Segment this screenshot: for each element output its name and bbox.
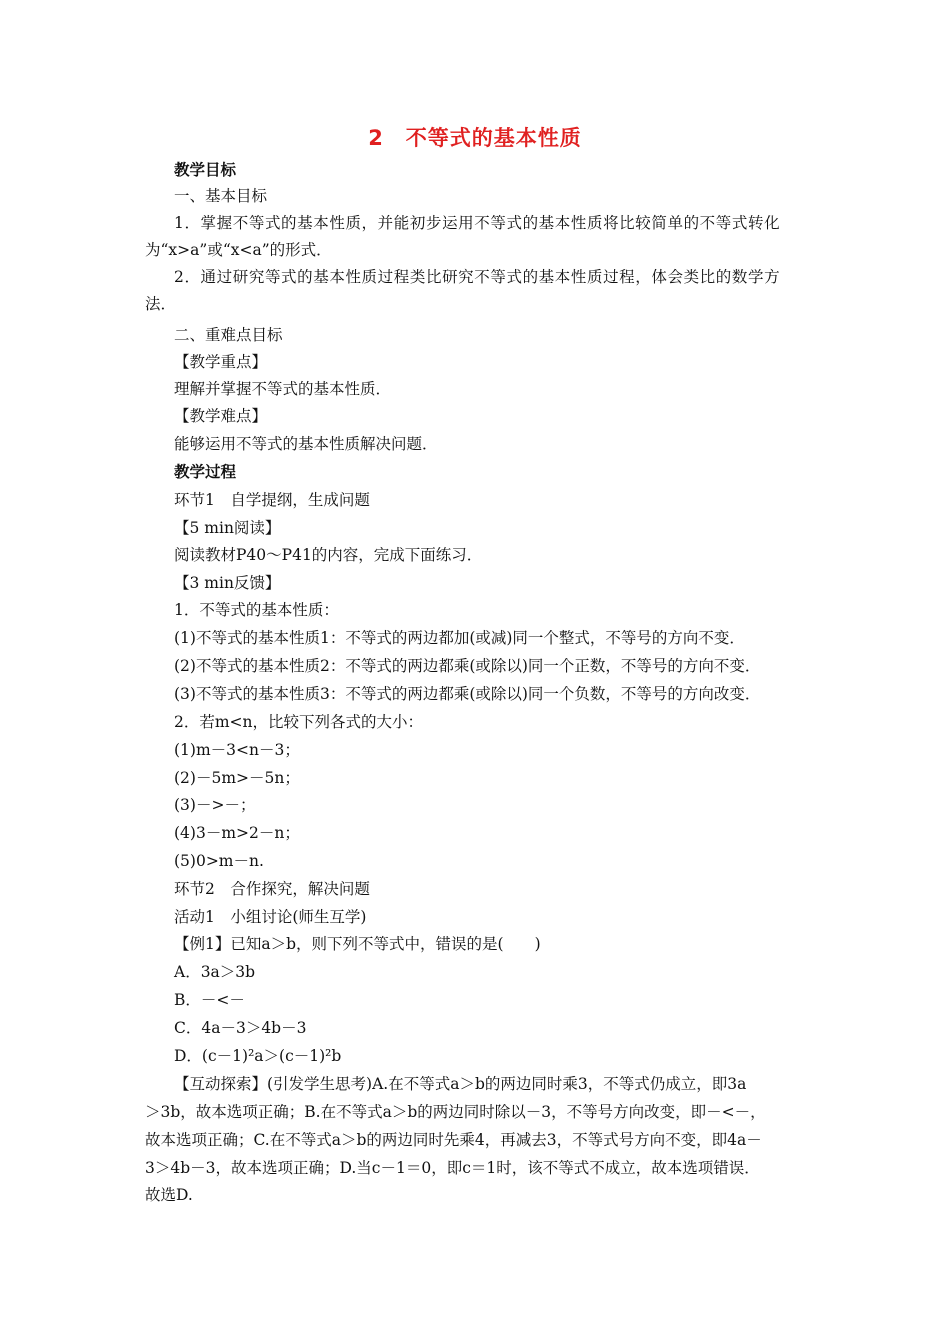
focus-tag: 【教学重点】	[174, 353, 268, 371]
difficulty-text: 能够运用不等式的基本性质解决问题．	[174, 435, 438, 453]
property-3: (3)不等式的基本性质3：不等式的两边都乘(或除以)同一个负数，不等号的方向改变．	[174, 685, 761, 703]
option-d: D．(c－1)²a＞(c－1)²b	[174, 1047, 342, 1065]
read-tag: 【5 min阅读】	[174, 519, 281, 537]
question-2-item-2: (2)－5m>－5n；	[174, 769, 300, 787]
basic-goal-heading: 一、基本目标	[174, 187, 268, 205]
goal-2-line-1: 2．通过研究等式的基本性质过程类比研究不等式的基本性质过程，体会类比的数学方	[174, 268, 781, 286]
goal-heading: 教学目标	[174, 161, 237, 179]
option-b: B．－<－	[174, 991, 245, 1009]
goal-2-line-2: 法．	[145, 295, 177, 313]
goal-1-line-1: 1．掌握不等式的基本性质，并能初步运用不等式的基本性质将比较简单的不等式转化	[174, 214, 781, 232]
explore-line-1: 【互动探索】(引发学生思考)A.在不等式a＞b的两边同时乘3，不等式仍成立，即3a	[174, 1075, 747, 1093]
question-2-item-1: (1)m－3<n－3；	[174, 741, 300, 759]
option-a: A．3a＞3b	[174, 963, 256, 981]
explore-line-2: ＞3b，故本选项正确；B.在不等式a＞b的两边同时除以－3，不等号方向改变，即－<－，	[145, 1103, 766, 1121]
activity-1-heading: 活动1 小组讨论(师生互学)	[174, 908, 367, 926]
step-1-heading: 环节1 自学提纲，生成问题	[174, 491, 370, 509]
question-2-item-4: (4)3－m>2－n；	[174, 824, 300, 842]
example-1: 【例1】已知a＞b，则下列不等式中，错误的是( )	[174, 935, 541, 953]
explore-line-4: 3＞4b－3，故本选项正确；D.当c－1＝0，即c＝1时，该不等式不成立，故本选项错误．	[145, 1159, 760, 1177]
option-c: C．4a－3＞4b－3	[174, 1019, 307, 1037]
goal-1-line-2: 为“x>a”或“x<a”的形式．	[145, 241, 332, 259]
process-heading: 教学过程	[174, 463, 237, 481]
read-text: 阅读教材P40～P41的内容，完成下面练习．	[174, 546, 483, 564]
step-2-heading: 环节2 合作探究，解决问题	[174, 880, 370, 898]
property-1: (1)不等式的基本性质1：不等式的两边都加(或减)同一个整式，不等号的方向不变．	[174, 629, 745, 647]
feedback-tag: 【3 min反馈】	[174, 574, 281, 592]
question-2: 2．若m<n，比较下列各式的大小：	[174, 713, 424, 731]
difficulty-tag: 【教学难点】	[174, 407, 268, 425]
key-goal-heading: 二、重难点目标	[174, 326, 283, 344]
explore-line-5: 故选D.	[145, 1186, 193, 1204]
question-2-item-3: (3)－>－；	[174, 796, 256, 814]
property-2: (2)不等式的基本性质2：不等式的两边都乘(或除以)同一个正数，不等号的方向不变．	[174, 657, 761, 675]
question-1: 1．不等式的基本性质：	[174, 601, 339, 619]
explore-line-3: 故本选项正确；C.在不等式a＞b的两边同时先乘4，再减去3，不等式号方向不变，即4a－	[145, 1131, 762, 1149]
page-title: 2 不等式的基本性质	[368, 126, 582, 150]
question-2-item-5: (5)0>m－n.	[174, 852, 264, 870]
focus-text: 理解并掌握不等式的基本性质．	[174, 380, 392, 398]
